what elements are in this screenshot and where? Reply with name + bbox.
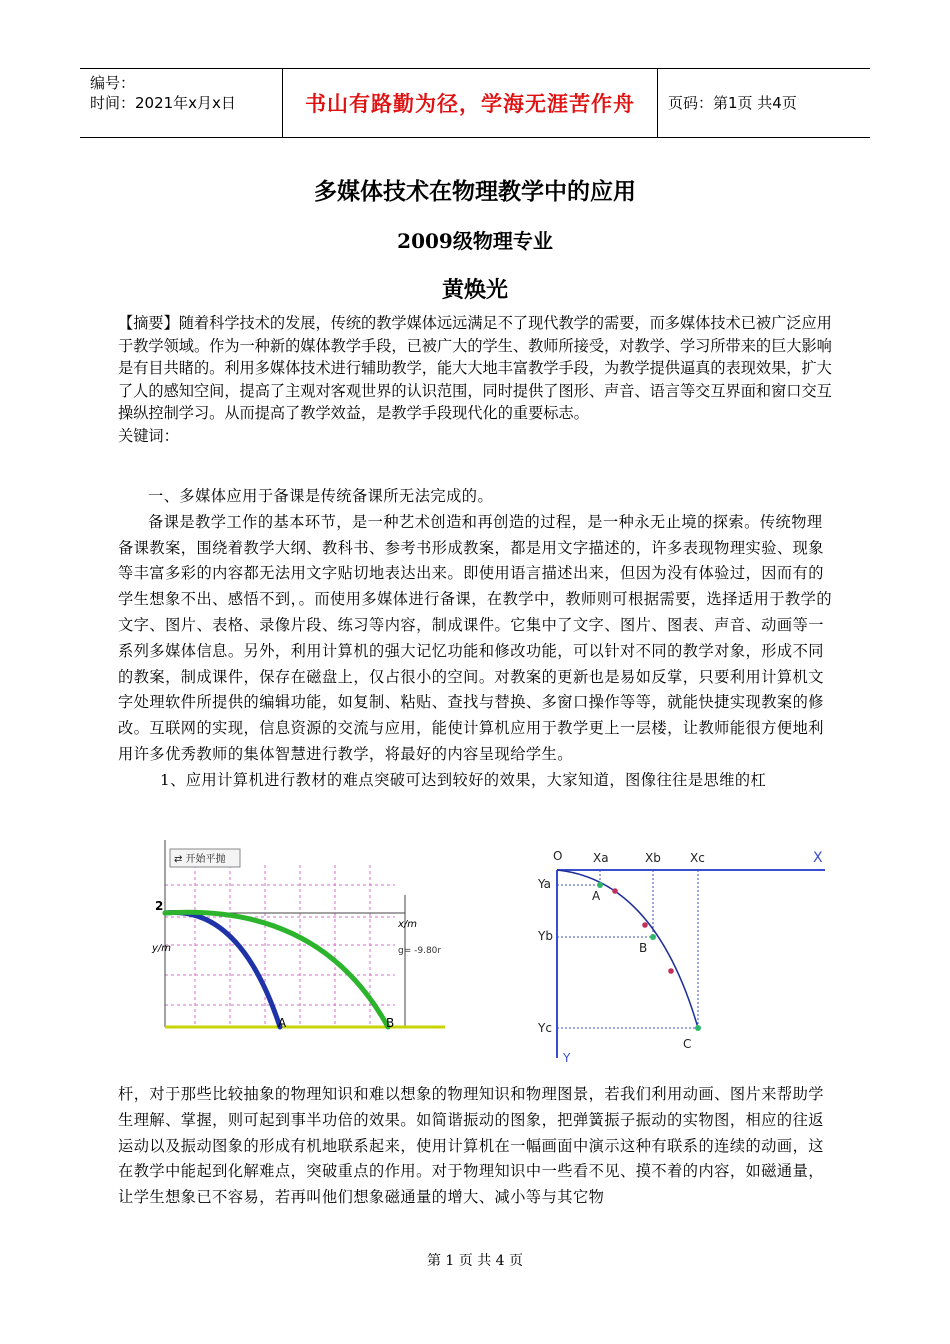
dot-c [695,1025,701,1031]
point-c-label: C [683,1037,692,1051]
origin-label: O [553,849,563,863]
abstract [118,312,838,448]
y-axis-name: Y [563,1051,571,1065]
xb-label: Xb [645,851,661,865]
doc-title: 多媒体技术在物理教学中的应用 [314,179,636,205]
dot-red-3 [668,968,674,974]
header-left-cell [80,69,280,137]
paragraph-1: 备课是教学工作的基本环节，是一种艺术创造和再创造的过程，是一种永无止境的探索。传统物理备课教案，围绕着教学大纲、教科书、参考书形成教案，都是用文字描述的，许多表现物理实验、现象等丰富多彩的内容都无法用文字贴切地表达出来。即使用语言描述出来，但因为没有体验过，因而有的学生想象不出、感悟不到，。而使用多媒体进行备课，在教学中，教师则可根据需要，选择适用于教学的文字、图片、表格、录像片段、练习等内容，制成课件。它集中了文字、图片、图表、声音、动画等一系列多媒体信息。另外，利用计算机的强大记忆功能和修改功能，可以针对不同的教学对象，形成不同的教案，制成课件，保存在磁盘上，仅占很小的空间。对教案的更新也是易如反掌，只要利用计算机文字处理软件所提供的编辑功能，如复制、粘贴、查找与替换、多窗口操作等等，就能快捷实现教案的修改。互联网的实现，信息资源的交流与应用，能使计算机应用于教学更上一层楼，让教师能很方便地利用许多优秀教师的集体智慧进行教学，将最好的内容呈现给学生。 [118,512,833,763]
yb-label: Yb [538,929,553,943]
point-b-label: B [386,1016,395,1030]
ya-label: Ya [538,877,552,891]
yc-label: Yc [538,1021,552,1035]
motto: 书山有路勤为径，学海无涯苦作舟 [305,92,635,116]
dot-a [597,882,603,888]
point-a-label: A [278,1016,287,1030]
doc-author: 黄焕光 [441,278,508,303]
number-label: 编号： [90,74,136,92]
guide-lines [557,870,698,1028]
body-section-1 [118,484,838,794]
projectile-simulation-figure [150,835,445,1040]
dot-red-1 [612,888,618,894]
dot-red-2 [642,922,648,928]
paragraph-3: 杆，对于那些比较抽象的物理知识和难以想象的物理知识和物理图景，若我们利用动画、图片来帮助学生理解、掌握，则可起到事半功倍的效果。如简谐振动的图象，把弹簧振子振动的实物图，相应的往返运动以及振动图象的形成有机地联系起来，使用计算机在一幅画面中演示这种有联系的连续的动画，这在教学中能起到化解难点，突破重点的作用。对于物理知识中一些看不见、摸不着的内容，如磁通量，让学生想象已不容易，若再叫他们想象磁通量的增大、减小等与其它物 [118,1085,824,1207]
header-page-cell [658,69,870,137]
y-axis-label: y/m [152,943,172,954]
date-label: 时间：2021年x月x日 [90,94,236,112]
point-a-label: A [592,889,601,903]
x-axis-name: X [813,850,823,866]
grid-lines [165,865,395,1027]
x-axis-label: x/m [398,919,418,930]
gravity-label: g= -9.80r [398,946,442,956]
page-info: 页码：第1页 共4页 [668,94,797,112]
header-table [80,68,870,138]
xc-label: Xc [690,851,705,865]
xa-label: Xa [593,851,609,865]
dot-b [650,934,656,940]
doc-subtitle: 2009级物理专业 [397,229,553,253]
keywords-label: 关键词： [118,426,179,445]
header-motto-cell [282,69,658,137]
paragraph-2: 1、应用计算机进行教材的难点突破可达到较好的效果，大家知道，图像往往是思维的杠 [160,770,767,789]
heading-1: 一、多媒体应用于备课是传统备课所无法完成的。 [148,487,494,505]
blue-trajectory [165,913,280,1027]
abstract-text: 【摘要】随着科学技术的发展，传统的教学媒体远远满足不了现代教学的需要，而多媒体技术已被广泛应用于教学领域。作为一种新的媒体教学手段，已被广大的学生、教师所接受，对教学、学习所带来的巨大影响是有目共睹的。利用多媒体技术进行辅助教学，能大大地丰富教学手段，为教学提供逼真的表现效果，扩大了人的感知空间，提高了主观对客观世界的认识范围，同时提供了图形、声音、语言等交互界面和窗口交互操纵控制学习。从而提高了教学效益，是教学手段现代化的重要标志。 [118,314,832,423]
y-tick-label: 2 [155,899,164,913]
page-footer: 第 1 页 共 4 页 [426,1253,524,1269]
start-button[interactable]: ⇄ 开始平抛 [174,854,226,865]
body-section-2 [118,1082,838,1211]
point-b-label: B [639,941,648,955]
parabola-curve [557,870,698,1028]
parabola-coordinates-figure [535,840,835,1065]
